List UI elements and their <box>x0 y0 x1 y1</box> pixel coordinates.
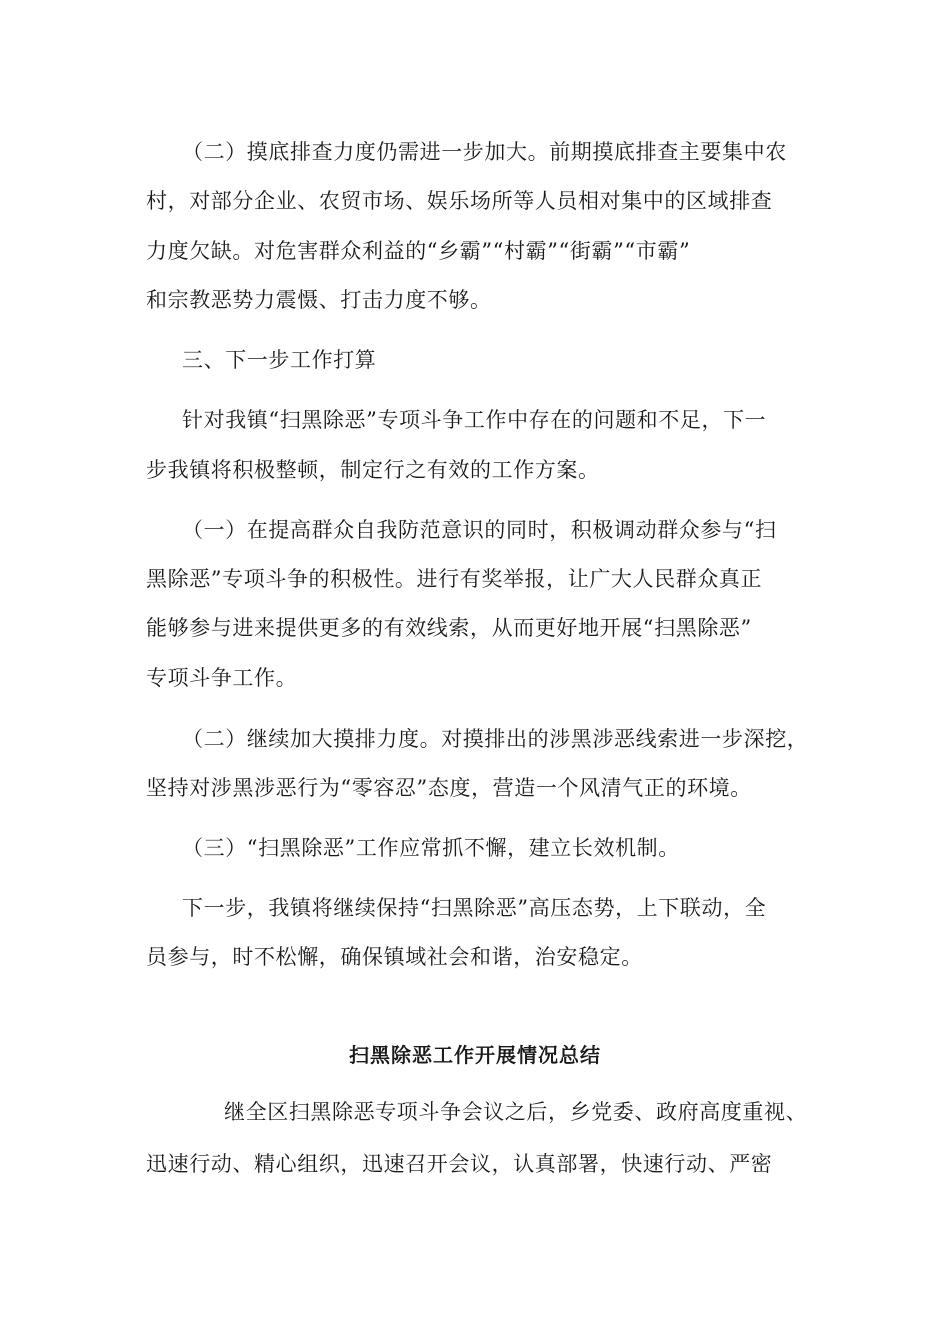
paragraph-line: 坚持对涉黑涉恶行为“零容忍”态度，营造一个风清气正的环境。 <box>146 776 752 800</box>
paragraph-line: 针对我镇“扫黑除恶”专项斗争工作中存在的问题和不足，下一 <box>182 408 767 432</box>
paragraph-line: 步我镇将积极整顿，制定行之有效的工作方案。 <box>146 458 600 482</box>
paragraph-line: 迅速行动、精心组织，迅速召开会议，认真部署，快速行动、严密 <box>146 1152 773 1176</box>
paragraph-line: 下一步，我镇将继续保持“扫黑除恶”高压态势，上下联动，全 <box>182 896 767 920</box>
paragraph-line: （三）“扫黑除恶”工作应常抓不懈，建立长效机制。 <box>182 836 680 860</box>
document-title: 扫黑除恶工作开展情况总结 <box>349 1043 601 1067</box>
paragraph-line: 员参与，时不松懈，确保镇域社会和谐，治安稳定。 <box>146 945 643 969</box>
paragraph-line: 继全区扫黑除恶专项斗争会议之后，乡党委、政府高度重视、 <box>224 1100 808 1124</box>
paragraph-line: 力度欠缺。对危害群众利益的“乡霸”“村霸”“街霸”“市霸” <box>146 239 691 263</box>
paragraph-line: 黑除恶”专项斗争的积极性。进行有奖举报，让广大人民群众真正 <box>146 567 763 591</box>
paragraph-line: （一）在提高群众自我防范意识的同时，积极调动群众参与“扫 <box>182 518 777 542</box>
paragraph-line: 专项斗争工作。 <box>146 666 298 690</box>
section-heading: 三、下一步工作打算 <box>182 348 377 372</box>
paragraph-line: （二）继续加大摸排力度。对摸排出的涉黑涉恶线索进一步深挖， <box>182 727 809 751</box>
paragraph-line: 村，对部分企业、农贸市场、娱乐场所等人员相对集中的区域排查 <box>146 189 773 213</box>
paragraph-line: 能够参与进来提供更多的有效线索，从而更好地开展“扫黑除恶” <box>146 616 752 640</box>
paragraph-line: 和宗教恶势力震慑、打击力度不够。 <box>146 288 492 312</box>
paragraph-line: （二）摸底排查力度仍需进一步加大。前期摸底排查主要集中农 <box>182 140 787 164</box>
